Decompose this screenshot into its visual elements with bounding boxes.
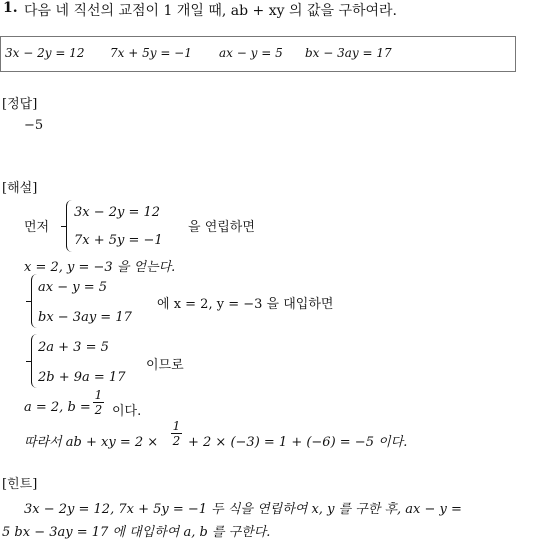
system3-brace bbox=[31, 334, 38, 388]
solution-step2: x = 2, y = −3 을 얻는다. bbox=[24, 260, 176, 275]
solution-step6-prefix: 따라서 ab + xy = 2 × bbox=[24, 435, 159, 450]
step6-fraction-numerator: 1 bbox=[172, 419, 181, 433]
answer-heading: [정답] bbox=[2, 97, 38, 112]
solution-step5-prefix: a = 2, b = bbox=[24, 400, 91, 415]
solution-step3-suffix: 에 x = 2, y = −3 을 대입하면 bbox=[157, 297, 334, 312]
hint-heading: [힌트] bbox=[2, 477, 38, 492]
box-equation-2: 7x + 5y = −1 bbox=[110, 46, 192, 60]
step5-fraction bbox=[93, 389, 104, 416]
box-equation-4: bx − 3ay = 17 bbox=[305, 46, 392, 60]
solution-step5-suffix: 이다. bbox=[112, 404, 142, 419]
system3-eq2: 2b + 9a = 17 bbox=[38, 370, 126, 385]
system1-eq2: 7x + 5y = −1 bbox=[74, 233, 163, 248]
solution-heading: [해설] bbox=[2, 181, 38, 196]
solution-step1-suffix: 을 연립하면 bbox=[188, 220, 255, 235]
step6-fraction bbox=[171, 420, 182, 447]
problem-text: 다음 네 직선의 교점이 1 개일 때, ab + xy 의 값을 구하여라. bbox=[24, 3, 398, 19]
system2-brace bbox=[31, 274, 38, 328]
problem-number: 1. bbox=[3, 0, 18, 16]
box-equation-1: 3x − 2y = 12 bbox=[5, 46, 85, 60]
step5-fraction-denominator: 2 bbox=[94, 403, 103, 417]
solution-step6-suffix: + 2 × (−3) = 1 + (−6) = −5 이다. bbox=[188, 435, 408, 450]
step5-fraction-numerator: 1 bbox=[94, 388, 103, 402]
system2-eq2: bx − 3ay = 17 bbox=[38, 310, 132, 325]
answer-value: −5 bbox=[24, 118, 44, 133]
system3-eq1: 2a + 3 = 5 bbox=[38, 340, 109, 355]
hint-line2: 5 bx − 3ay = 17 에 대입하여 a, b 를 구한다. bbox=[2, 525, 271, 540]
hint-line1: 3x − 2y = 12, 7x + 5y = −1 두 식을 연립하여 x, y 를 구한 후, ax − y = bbox=[24, 502, 462, 517]
system1-eq1: 3x − 2y = 12 bbox=[74, 205, 161, 220]
step6-fraction-denominator: 2 bbox=[172, 434, 181, 448]
solution-step1-prefix: 먼저 bbox=[24, 220, 50, 235]
system2-eq1: ax − y = 5 bbox=[38, 280, 108, 295]
box-equation-3: ax − y = 5 bbox=[219, 46, 283, 60]
solution-step4-suffix: 이므로 bbox=[146, 358, 184, 373]
system1-brace bbox=[66, 200, 73, 252]
